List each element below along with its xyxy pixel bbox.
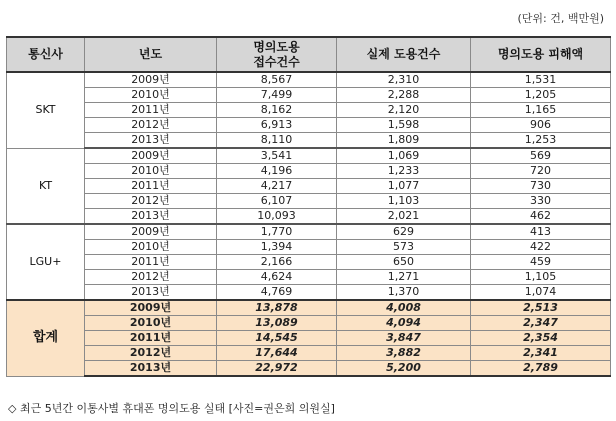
header-row: [7, 37, 611, 72]
carrier-cell: KT: [7, 148, 85, 224]
table-row: [7, 164, 611, 179]
actual-cell: 2,120: [337, 103, 471, 118]
actual-cell: 1,069: [337, 148, 471, 164]
year-cell: 2013년: [85, 285, 217, 301]
actual-cell: 629: [337, 224, 471, 240]
applications-cell: 1,770: [217, 224, 337, 240]
applications-cell: 4,624: [217, 270, 337, 285]
damage-cell: 2,513: [471, 300, 611, 316]
year-cell: 2010년: [85, 316, 217, 331]
header-applications-line2: 접수건수: [253, 54, 300, 69]
applications-cell: 6,913: [217, 118, 337, 133]
carrier-cell: SKT: [7, 72, 85, 148]
table-row: [7, 224, 611, 240]
damage-cell: 730: [471, 179, 611, 194]
year-cell: 2010년: [85, 240, 217, 255]
year-cell: 2012년: [85, 270, 217, 285]
actual-cell: 1,103: [337, 194, 471, 209]
table-row: [7, 148, 611, 164]
table-row: [7, 255, 611, 270]
year-cell: 2009년: [85, 72, 217, 88]
table-row: [7, 209, 611, 225]
total-row: [7, 361, 611, 377]
photo-caption: ◇ 최근 5년간 이통사별 휴대폰 명의도용 실태 [사진=권은희 의원실]: [8, 402, 335, 415]
year-cell: 2011년: [85, 179, 217, 194]
year-cell: 2012년: [85, 346, 217, 361]
damage-cell: 330: [471, 194, 611, 209]
year-cell: 2013년: [85, 133, 217, 149]
header-actual: 실제 도용건수: [337, 37, 471, 72]
applications-cell: 14,545: [217, 331, 337, 346]
damage-cell: 1,253: [471, 133, 611, 149]
year-cell: 2013년: [85, 361, 217, 377]
applications-cell: 2,166: [217, 255, 337, 270]
damage-cell: 2,341: [471, 346, 611, 361]
damage-cell: 1,074: [471, 285, 611, 301]
applications-cell: 4,217: [217, 179, 337, 194]
total-row: [7, 346, 611, 361]
damage-cell: 569: [471, 148, 611, 164]
damage-cell: 2,354: [471, 331, 611, 346]
applications-cell: 8,567: [217, 72, 337, 88]
applications-cell: 13,878: [217, 300, 337, 316]
applications-cell: 10,093: [217, 209, 337, 225]
actual-cell: 4,094: [337, 316, 471, 331]
damage-cell: 462: [471, 209, 611, 225]
group-lgu: [7, 224, 611, 300]
actual-cell: 5,200: [337, 361, 471, 377]
year-cell: 2012년: [85, 118, 217, 133]
year-cell: 2011년: [85, 255, 217, 270]
applications-cell: 8,110: [217, 133, 337, 149]
applications-cell: 8,162: [217, 103, 337, 118]
table-row: [7, 72, 611, 88]
actual-cell: 3,847: [337, 331, 471, 346]
table-row: [7, 194, 611, 209]
damage-cell: 2,347: [471, 316, 611, 331]
damage-cell: 1,165: [471, 103, 611, 118]
table-row: [7, 285, 611, 301]
applications-cell: 6,107: [217, 194, 337, 209]
actual-cell: 1,370: [337, 285, 471, 301]
year-cell: 2012년: [85, 194, 217, 209]
header-applications: [217, 37, 337, 72]
year-cell: 2010년: [85, 164, 217, 179]
identity-theft-table: [6, 36, 611, 377]
damage-cell: 422: [471, 240, 611, 255]
total-label: 합계: [7, 300, 85, 376]
group-skt: [7, 72, 611, 148]
actual-cell: 2,288: [337, 88, 471, 103]
table-row: [7, 103, 611, 118]
total-row: [7, 300, 611, 316]
actual-cell: 1,271: [337, 270, 471, 285]
applications-cell: 13,089: [217, 316, 337, 331]
table-row: [7, 270, 611, 285]
group-kt: [7, 148, 611, 224]
actual-cell: 2,021: [337, 209, 471, 225]
year-cell: 2010년: [85, 88, 217, 103]
damage-cell: 906: [471, 118, 611, 133]
actual-cell: 4,008: [337, 300, 471, 316]
total-row: [7, 331, 611, 346]
table-row: [7, 88, 611, 103]
group-total: [7, 300, 611, 376]
applications-cell: 22,972: [217, 361, 337, 377]
damage-cell: 459: [471, 255, 611, 270]
damage-cell: 413: [471, 224, 611, 240]
year-cell: 2009년: [85, 148, 217, 164]
applications-cell: 17,644: [217, 346, 337, 361]
year-cell: 2009년: [85, 300, 217, 316]
year-cell: 2013년: [85, 209, 217, 225]
carrier-cell: LGU+: [7, 224, 85, 300]
actual-cell: 2,310: [337, 72, 471, 88]
damage-cell: 1,531: [471, 72, 611, 88]
table-row: [7, 118, 611, 133]
total-row: [7, 316, 611, 331]
header-carrier: 통신사: [7, 37, 85, 72]
year-cell: 2011년: [85, 331, 217, 346]
actual-cell: 573: [337, 240, 471, 255]
unit-note: (단위: 건, 백만원): [517, 12, 604, 25]
damage-cell: 1,105: [471, 270, 611, 285]
year-cell: 2009년: [85, 224, 217, 240]
actual-cell: 1,233: [337, 164, 471, 179]
header-applications-line1: 명의도용: [253, 39, 300, 54]
actual-cell: 1,598: [337, 118, 471, 133]
header-damage: 명의도용 피해액: [471, 37, 611, 72]
table-row: [7, 240, 611, 255]
actual-cell: 650: [337, 255, 471, 270]
actual-cell: 1,077: [337, 179, 471, 194]
actual-cell: 3,882: [337, 346, 471, 361]
applications-cell: 4,196: [217, 164, 337, 179]
damage-cell: 2,789: [471, 361, 611, 377]
applications-cell: 1,394: [217, 240, 337, 255]
year-cell: 2011년: [85, 103, 217, 118]
table-row: [7, 179, 611, 194]
applications-cell: 3,541: [217, 148, 337, 164]
table-row: [7, 133, 611, 149]
damage-cell: 720: [471, 164, 611, 179]
applications-cell: 4,769: [217, 285, 337, 301]
applications-cell: 7,499: [217, 88, 337, 103]
damage-cell: 1,205: [471, 88, 611, 103]
header-year: 년도: [85, 37, 217, 72]
actual-cell: 1,809: [337, 133, 471, 149]
